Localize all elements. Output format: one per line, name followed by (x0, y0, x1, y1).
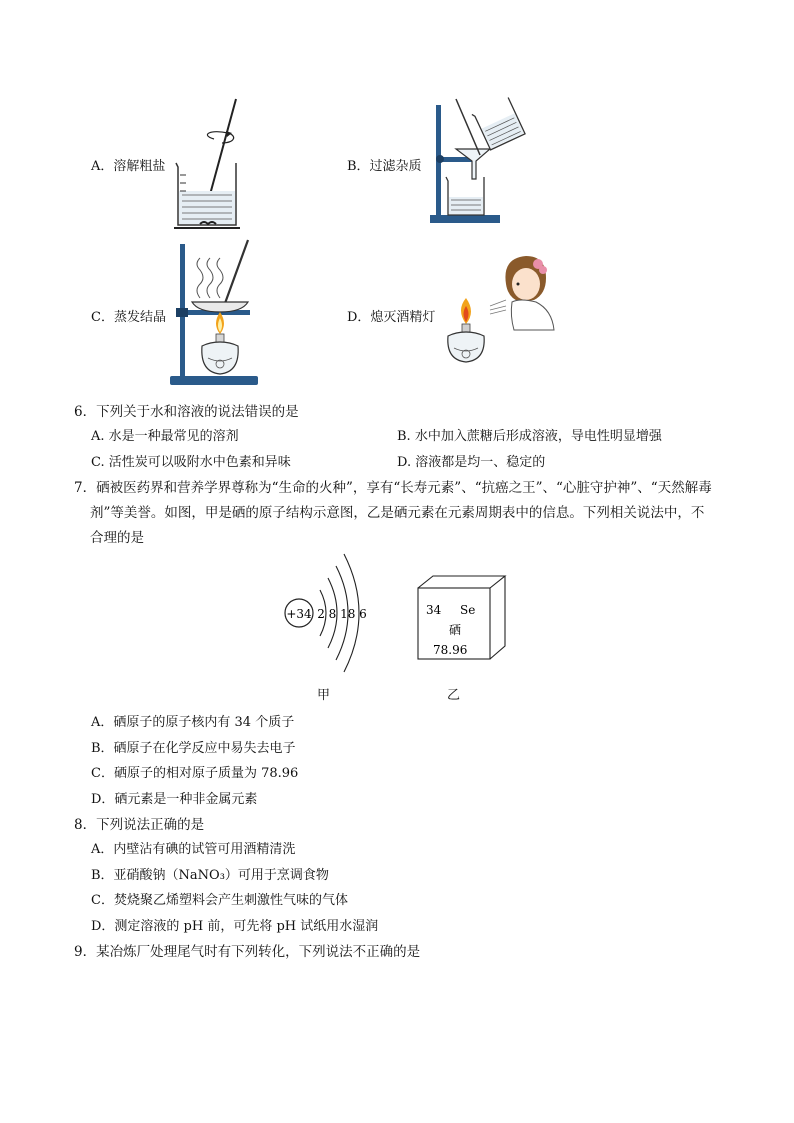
element-name: 硒 (449, 623, 462, 637)
q7-option-d: D．硒元素是一种非金属元素 (91, 792, 258, 807)
q6-option-a: A. 水是一种最常见的溶剂 (91, 429, 239, 444)
q6-option-c: C. 活性炭可以吸附水中色素和异味 (91, 455, 291, 470)
q6-option-b: B. 水中加入蔗糖后形成溶液，导电性明显增强 (397, 429, 662, 444)
q6-stem: 6．下列关于水和溶液的说法错误的是 (74, 404, 299, 420)
q7-option-b: B．硒原子在化学反应中易失去电子 (91, 741, 296, 756)
selenium-element-card (415, 574, 509, 662)
q7-option-c: C．硒原子的相对原子质量为 78.96 (91, 766, 299, 781)
q5-option-d-label: D．熄灭酒精灯 (347, 310, 436, 325)
atom-diagram-caption: 甲 (317, 688, 331, 703)
element-symbol: Se (460, 603, 476, 617)
element-card-caption: 乙 (447, 688, 461, 703)
nucleus-charge: +34 (286, 607, 312, 621)
q8-option-d: D．测定溶液的 pH 前，可先将 pH 试纸用水湿润 (91, 919, 379, 934)
evaporation-apparatus-image (168, 238, 263, 390)
q7-stem-line1: 7．硒被医药界和营养学界尊称为“生命的火种”，享有“长寿元素”、“抗癌之王”、“心脏守护神”、“天然解毒 (74, 480, 712, 496)
selenium-atom-diagram (282, 548, 382, 680)
q8-option-c: C．焚烧聚乙烯塑料会产生刺激性气味的气体 (91, 893, 348, 908)
q5-option-b-label: B．过滤杂质 (347, 159, 422, 174)
q7-stem-line3: 合理的是 (90, 530, 144, 546)
q7-stem-line2: 剂”等美誉。如图，甲是硒的原子结构示意图，乙是硒元素在元素周期表中的信息。下列相关说法中，不 (90, 505, 705, 521)
q7-option-a: A．硒原子的原子核内有 34 个质子 (91, 715, 295, 730)
filtration-apparatus-image (428, 97, 553, 227)
beaker-stirring-image (170, 95, 250, 235)
atomic-mass: 78.96 (433, 643, 468, 657)
q9-stem: 9．某冶炼厂处理尾气时有下列转化，下列说法不正确的是 (74, 944, 421, 960)
q8-stem: 8．下列说法正确的是 (74, 817, 205, 833)
atomic-number: 34 (426, 603, 442, 617)
q5-option-a-label: A．溶解粗盐 (91, 159, 166, 174)
q8-option-b: B．亚硝酸钠（NaNO₃）可用于烹调食物 (91, 868, 329, 883)
extinguish-lamp-image (442, 250, 558, 366)
q8-option-a: A．内壁沾有碘的试管可用酒精清洗 (91, 842, 296, 857)
q6-option-d: D. 溶液都是均一、稳定的 (397, 455, 546, 470)
electron-counts: 2 8 18 6 (317, 607, 367, 621)
q5-option-c-label: C．蒸发结晶 (91, 310, 166, 325)
